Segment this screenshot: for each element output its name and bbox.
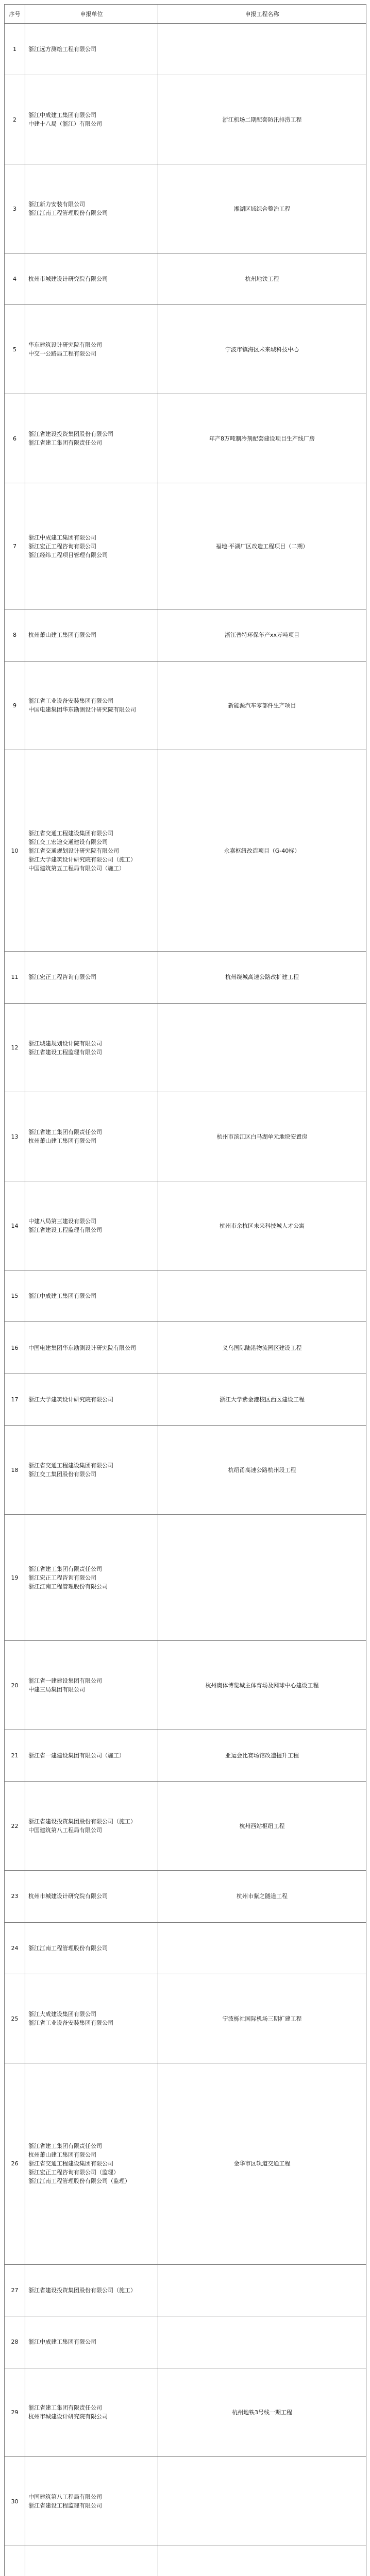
applicant-units-cell <box>25 1270 158 1321</box>
applicant-unit: 浙江省建设投资集团股份有限公司（施工） <box>28 1818 136 1825</box>
applicant-unit: 浙江中成建工集团有限公司 <box>28 534 96 541</box>
row-number: 19 <box>5 1515 25 1641</box>
applicant-unit: 浙江省建工集团有限责任公司 <box>28 439 102 447</box>
row-number: 17 <box>5 1374 25 1425</box>
applicant-units-cell <box>25 2546 158 2576</box>
table-row <box>5 1322 366 1374</box>
applicant-unit: 杭州萧山建工集团有限公司 <box>28 1138 96 1145</box>
applicant-unit: 中国电建集团华东勘测设计研究院有限公司 <box>28 1344 136 1351</box>
table-row <box>5 253 366 305</box>
row-number: 27 <box>5 2264 25 2316</box>
project-name-cell <box>158 2264 366 2316</box>
applicant-unit: 浙江城建规划设计院有限公司 <box>28 1040 102 1047</box>
applicant-unit: 中国建筑第八工程局有限公司 <box>28 2494 102 2501</box>
project-name-cell: 杭州地铁工程 <box>158 253 366 305</box>
table-row <box>5 1974 366 2063</box>
project-name-cell: 浙江普特环保年产xx万吨项目 <box>158 609 366 661</box>
table-row <box>5 24 366 75</box>
row-number: 18 <box>5 1426 25 1515</box>
project-name-cell: 杭州奥体博览城主体育场及网球中心建设工程 <box>158 1641 366 1730</box>
row-number: 20 <box>5 1641 25 1730</box>
table-row <box>5 952 366 1003</box>
table-row <box>5 1426 366 1515</box>
table-row <box>5 1871 366 1922</box>
row-number: 28 <box>5 2316 25 2368</box>
project-name-cell: 杭州市余杭区未来科技城人才公寓 <box>158 1181 366 1270</box>
applicant-units-cell <box>25 1730 158 1781</box>
row-number: 13 <box>5 1092 25 1181</box>
row-number: 1 <box>5 24 25 75</box>
row-number: 11 <box>5 952 25 1003</box>
applicant-units-cell <box>25 253 158 305</box>
applicant-units-cell <box>25 1782 158 1871</box>
row-number: 3 <box>5 164 25 253</box>
applicant-unit: 浙江省交通工程建设集团有限公司 <box>28 1462 113 1469</box>
applicant-unit: 浙江省工业设备安装集团有限公司 <box>28 2020 113 2027</box>
project-name-cell: 永嘉枢纽改造项目（G-40标） <box>158 750 366 952</box>
applicant-units-cell <box>25 305 158 394</box>
table-row <box>5 75 366 164</box>
applicant-unit: 华东建筑设计研究院有限公司 <box>28 342 102 349</box>
applicant-units-cell <box>25 1871 158 1922</box>
table-row <box>5 609 366 661</box>
applicant-units-cell <box>25 2368 158 2457</box>
applicant-units-cell <box>25 609 158 661</box>
applicant-unit: 浙江省建设工程监理有限公司 <box>28 1048 102 1056</box>
applicant-units-cell <box>25 483 158 609</box>
applicant-unit: 浙江宏正工程咨询有限公司 <box>28 1574 96 1581</box>
row-number: 2 <box>5 75 25 164</box>
applicant-units-cell <box>25 1322 158 1374</box>
row-number: 24 <box>5 1922 25 1974</box>
row-number: 6 <box>5 394 25 483</box>
row-number: 29 <box>5 2368 25 2457</box>
applicant-unit: 杭州市城建设计研究院有限公司 <box>28 276 108 283</box>
applicant-units-cell <box>25 2316 158 2368</box>
project-name-cell: 杭绍甬高速公路杭州段工程 <box>158 1426 366 1515</box>
applicant-unit: 浙江中成建工集团有限公司 <box>28 112 96 119</box>
project-name-cell: 杭州市紫之隧道工程 <box>158 1871 366 1922</box>
table-row <box>5 2368 366 2457</box>
project-name-cell: 湘湖区域综合整治工程 <box>158 164 366 253</box>
applicant-units-cell <box>25 1515 158 1641</box>
applicant-unit: 浙江省交通工程建设集团有限公司 <box>28 829 113 837</box>
applicant-unit: 浙江江南工程管理股份有限公司 <box>28 1583 108 1590</box>
applicant-unit: 浙江省交通规划设计研究院有限公司 <box>28 847 119 854</box>
applicant-unit: 中交一公路局工程有限公司 <box>28 350 96 358</box>
row-number: 12 <box>5 1003 25 1092</box>
row-number: 14 <box>5 1181 25 1270</box>
project-name-cell <box>158 1922 366 1974</box>
project-name-cell <box>158 1515 366 1641</box>
project-name-cell <box>158 1003 366 1092</box>
row-number: 16 <box>5 1322 25 1374</box>
table-row <box>5 2546 366 2576</box>
applicant-unit: 浙江省建设工程监理有限公司 <box>28 1227 102 1234</box>
table-row <box>5 1003 366 1092</box>
applicant-units-cell <box>25 1003 158 1092</box>
column-header-project: 申报工程名称 <box>158 5 366 24</box>
applicant-units-cell <box>25 952 158 1003</box>
applicant-unit: 浙江省建工集团有限责任公司 <box>28 2143 102 2150</box>
project-name-cell: 亚运会比赛场馆改造提升工程 <box>158 1730 366 1781</box>
applicant-units-cell <box>25 2457 158 2546</box>
applicant-units-cell <box>25 1922 158 1974</box>
table-row <box>5 2457 366 2546</box>
applicant-unit: 浙江交工集团股份有限公司 <box>28 1471 96 1478</box>
applicant-unit: 浙江中成建工集团有限公司 <box>28 2338 96 2346</box>
applicant-unit: 浙江远方测绘工程有限公司 <box>28 46 96 53</box>
table-row <box>5 750 366 952</box>
applicant-unit: 中国电建集团华东勘测设计研究院有限公司 <box>28 706 136 714</box>
row-number: 22 <box>5 1782 25 1871</box>
table-row <box>5 1181 366 1270</box>
applicant-unit: 浙江大学建筑设计研究院有限公司（施工） <box>28 856 136 863</box>
column-header-unit: 申报单位 <box>25 5 158 24</box>
row-number: 4 <box>5 253 25 305</box>
applicant-unit: 浙江大学建筑设计研究院有限公司 <box>28 1396 113 1403</box>
applicant-unit: 浙江中成建工集团有限公司 <box>28 1293 96 1300</box>
applicant-unit: 杭州市城建设计研究院有限公司 <box>28 1893 108 1900</box>
project-name-cell: 年产8万吨制冷剂配套建设项目生产线厂房 <box>158 394 366 483</box>
applicant-unit: 浙江省一建建设集团有限公司 <box>28 1677 102 1685</box>
row-number: 23 <box>5 1871 25 1922</box>
table-row <box>5 394 366 483</box>
applicant-unit: 浙江大成建设集团有限公司 <box>28 2011 96 2018</box>
project-name-cell: 宁波市镇海区未来城科技中心 <box>158 305 366 394</box>
applicant-units-cell <box>25 1181 158 1270</box>
table-row <box>5 661 366 750</box>
project-name-cell: 福地·平湖厂区改造工程项目（二期） <box>158 483 366 609</box>
applicant-unit: 浙江省交通工程建设集团有限公司 <box>28 2160 113 2167</box>
applicant-units-cell <box>25 1974 158 2063</box>
applicant-units-cell <box>25 661 158 750</box>
applicant-unit: 浙江宏正工程咨询有限公司 <box>28 543 96 550</box>
project-name-cell: 宁波栎社国际机场三期扩建工程 <box>158 1974 366 2063</box>
project-name-cell: 杭州市滨江区白马湖单元地块安置房 <box>158 1092 366 1181</box>
table-row <box>5 1782 366 1871</box>
applicant-units-cell <box>25 2264 158 2316</box>
project-name-cell: 义乌国际陆港物流园区建设工程 <box>158 1322 366 1374</box>
applicant-units-cell <box>25 1426 158 1515</box>
row-number: 26 <box>5 2063 25 2264</box>
row-number: 5 <box>5 305 25 394</box>
table-row <box>5 164 366 253</box>
table-row <box>5 2264 366 2316</box>
applicant-unit: 浙江省建设投资集团股份有限公司 <box>28 431 113 438</box>
table-row <box>5 2063 366 2264</box>
applicant-unit: 浙江宏正工程咨询有限公司 <box>28 974 96 981</box>
table-header-row <box>5 5 366 24</box>
table-row <box>5 2316 366 2368</box>
table-row <box>5 305 366 394</box>
project-name-cell: 杭州地铁3号线一期工程 <box>158 2368 366 2457</box>
table-row <box>5 483 366 609</box>
applicant-units-cell <box>25 2063 158 2264</box>
row-number: 7 <box>5 483 25 609</box>
project-name-cell <box>158 24 366 75</box>
applicant-unit: 浙江经纬工程项目管理有限公司 <box>28 551 108 558</box>
applicant-units-cell <box>25 164 158 253</box>
row-number: 10 <box>5 750 25 952</box>
applicant-unit: 浙江江南工程管理股份有限公司 <box>28 1944 108 1952</box>
applicant-unit: 浙江省建工集团有限责任公司 <box>28 2404 102 2412</box>
row-number <box>5 2546 25 2576</box>
applicant-unit: 浙江交工宏途交通建设有限公司 <box>28 838 108 845</box>
row-number: 9 <box>5 661 25 750</box>
applicant-unit: 杭州萧山建工集团有限公司 <box>28 2151 96 2159</box>
applicant-unit: 浙江宏正工程咨询有限公司（监理） <box>28 2169 119 2176</box>
row-number: 30 <box>5 2457 25 2546</box>
applicant-unit: 中建十八局（浙江）有限公司 <box>28 121 102 128</box>
applicant-unit: 中国建筑第五工程局有限公司（施工） <box>28 865 125 872</box>
applicant-unit: 浙江省工业设备安装集团有限公司 <box>28 698 113 705</box>
project-name-cell: 金华市区轨道交通工程 <box>158 2063 366 2264</box>
applicant-units-cell <box>25 24 158 75</box>
project-name-cell: 新能源汽车零部件生产项目 <box>158 661 366 750</box>
table-row <box>5 1092 366 1181</box>
applicant-units-cell <box>25 1641 158 1730</box>
applicant-unit: 中建三局集团有限公司 <box>28 1686 85 1693</box>
row-number: 21 <box>5 1730 25 1781</box>
applicant-unit: 杭州萧山建工集团有限公司 <box>28 632 96 639</box>
applicant-units-cell <box>25 394 158 483</box>
applicant-unit: 浙江江南工程管理股份有限公司（监理） <box>28 2178 130 2185</box>
applicant-unit: 浙江省建工集团有限责任公司 <box>28 1129 102 1136</box>
applicant-unit: 浙江省建设工程监理有限公司 <box>28 2502 102 2510</box>
project-name-cell <box>158 2546 366 2576</box>
project-name-cell: 杭州西站枢纽工程 <box>158 1782 366 1871</box>
applicant-unit: 浙江新力安装有限公司 <box>28 201 85 208</box>
applicant-unit: 浙江省建工集团有限责任公司 <box>28 1565 102 1572</box>
project-name-cell: 浙江大学紫金港校区西区建设工程 <box>158 1374 366 1425</box>
applicant-unit: 杭州市城建设计研究院有限公司 <box>28 2413 108 2420</box>
column-header-no: 序号 <box>5 5 25 24</box>
applicant-units-cell <box>25 1374 158 1425</box>
applicant-unit: 浙江江南工程管理股份有限公司 <box>28 210 108 217</box>
row-number: 15 <box>5 1270 25 1321</box>
project-table <box>4 4 366 2576</box>
applicant-units-cell <box>25 750 158 952</box>
row-number: 25 <box>5 1974 25 2063</box>
applicant-unit: 浙江省一建建设集团有限公司（施工） <box>28 1752 125 1759</box>
applicant-unit: 中建八局第三建设有限公司 <box>28 1218 96 1225</box>
table-row <box>5 1641 366 1730</box>
project-name-cell <box>158 2457 366 2546</box>
applicant-units-cell <box>25 75 158 164</box>
applicant-unit: 浙江省建设投资集团股份有限公司（施工） <box>28 2286 136 2294</box>
table-row <box>5 1515 366 1641</box>
table-row <box>5 1730 366 1781</box>
project-name-cell <box>158 1270 366 1321</box>
applicant-units-cell <box>25 1092 158 1181</box>
project-name-cell: 杭州绕城高速公路改扩建工程 <box>158 952 366 1003</box>
table-row <box>5 1374 366 1425</box>
row-number: 8 <box>5 609 25 661</box>
project-name-cell: 浙江机场二期配套防汛排涝工程 <box>158 75 366 164</box>
table-row <box>5 1922 366 1974</box>
table-row <box>5 1270 366 1321</box>
project-name-cell <box>158 2316 366 2368</box>
applicant-unit: 中国建筑第八工程局有限公司 <box>28 1827 102 1834</box>
